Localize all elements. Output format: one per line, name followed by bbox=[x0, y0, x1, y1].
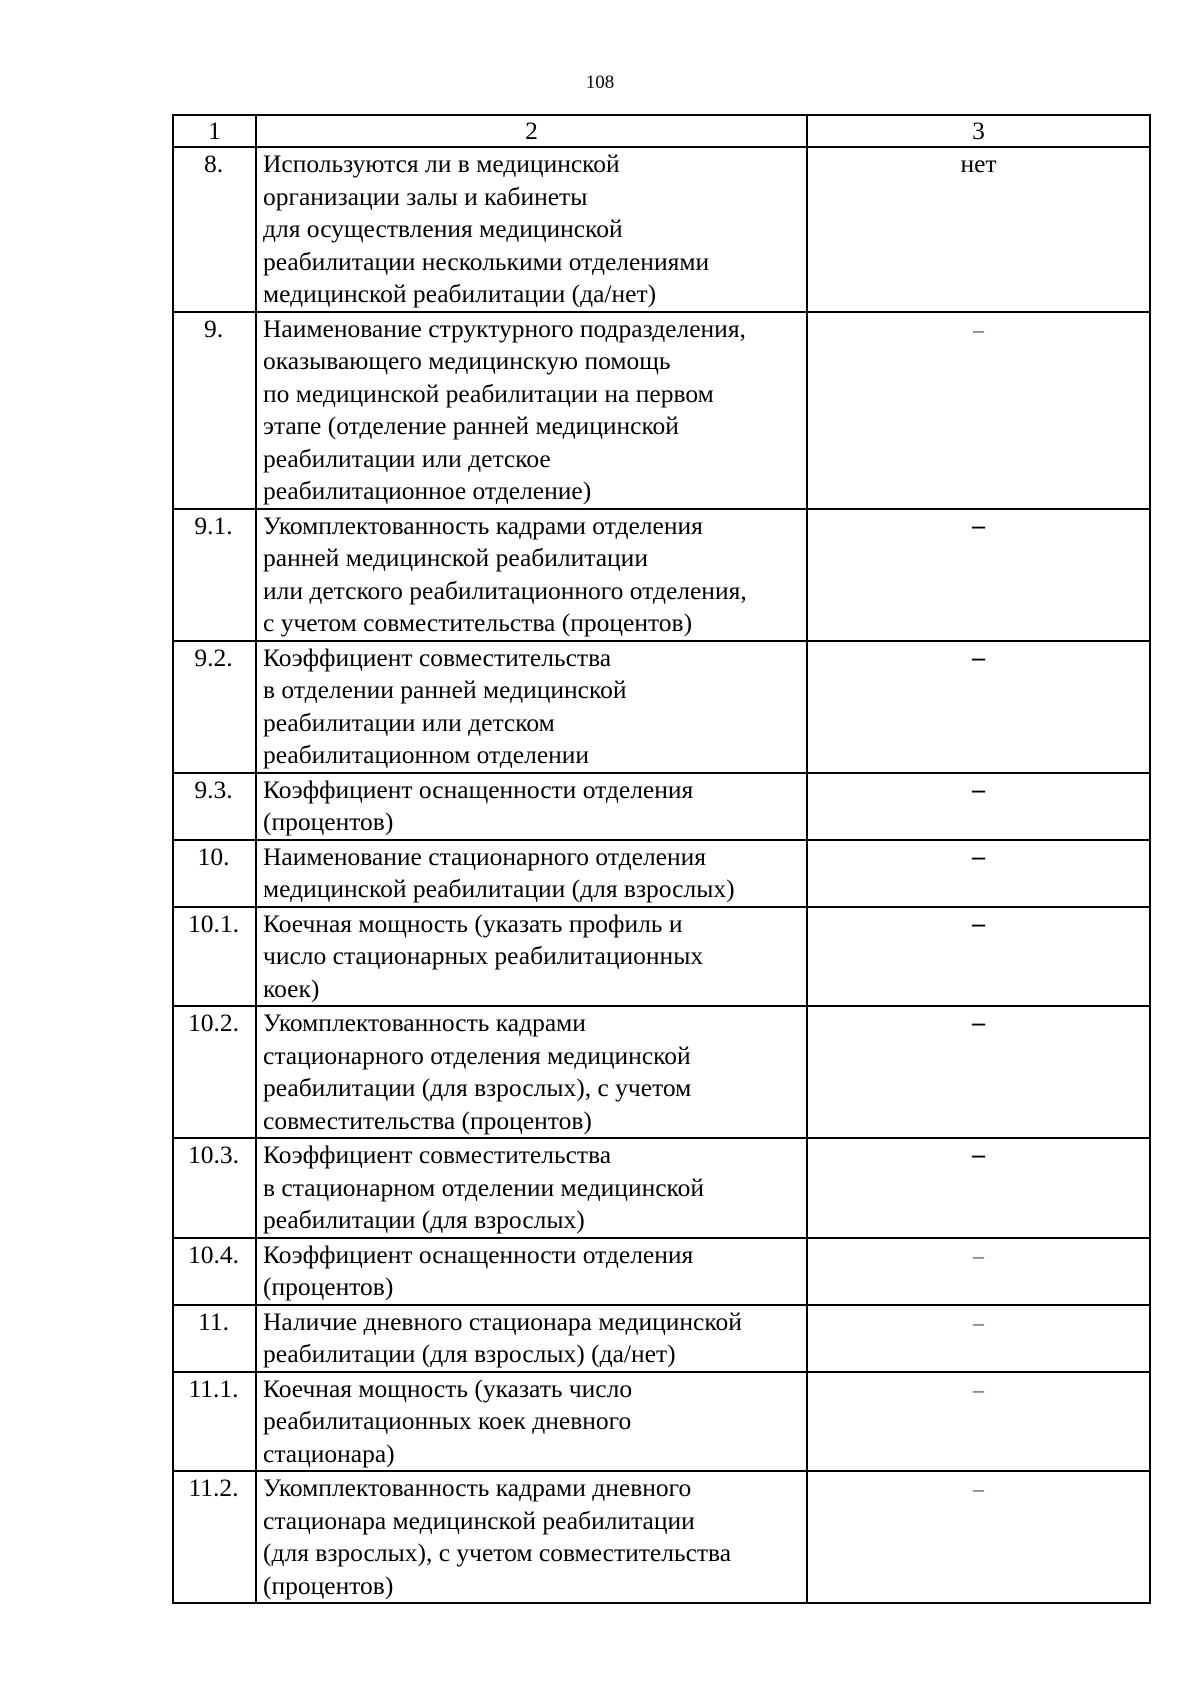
dash-mark: – bbox=[973, 1476, 984, 1501]
row-value bbox=[807, 641, 1150, 773]
row-value bbox=[807, 1471, 1150, 1603]
row-value bbox=[807, 1138, 1150, 1238]
row-value bbox=[807, 1305, 1150, 1372]
row-text: Укомплектованность кадрами отделения ранней медицинской реабилитации или детского реабилитационного отделения, с учетом совместительства (процентов) bbox=[256, 509, 807, 641]
table-row bbox=[173, 907, 1150, 1007]
row-text: Укомплектованность кадрами стационарного отделения медицинской реабилитации (для взрослых), с учетом совместительства (процентов) bbox=[256, 1006, 807, 1138]
table-row bbox=[173, 1006, 1150, 1138]
table-row bbox=[173, 312, 1150, 509]
row-number: 10.1. bbox=[173, 907, 256, 1007]
row-text: Коэффициент совместительства в отделении ранней медицинской реабилитации или детском реабилитационном отделении bbox=[256, 641, 807, 773]
row-text: Укомплектованность кадрами дневного стационара медицинской реабилитации (для взрослых), с учетом совместительства (процентов) bbox=[256, 1471, 807, 1603]
dash-mark: – bbox=[972, 510, 985, 540]
row-number: 11. bbox=[173, 1305, 256, 1372]
table-row bbox=[173, 1471, 1150, 1603]
table-row bbox=[173, 840, 1150, 907]
dash-mark: – bbox=[972, 1140, 985, 1169]
row-value bbox=[807, 1238, 1150, 1305]
row-number: 10.4. bbox=[173, 1238, 256, 1305]
row-number: 9. bbox=[173, 312, 256, 509]
dash-mark: – bbox=[973, 316, 984, 342]
table-row bbox=[173, 1238, 1150, 1305]
row-text: Наличие дневного стационара медицинской реабилитации (для взрослых) (да/нет) bbox=[256, 1305, 807, 1372]
table-row bbox=[173, 773, 1150, 840]
table-row bbox=[173, 509, 1150, 641]
report-table bbox=[172, 114, 1151, 1604]
row-text: Коечная мощность (указать число реабилитационных коек дневного стационара) bbox=[256, 1372, 807, 1472]
row-text: Используются ли в медицинской организации залы и кабинеты для осуществления медицинской реабилитации несколькими отделениями медицинской реабилитации (да/нет) bbox=[256, 147, 807, 312]
dash-mark: – bbox=[972, 841, 985, 871]
table-row bbox=[173, 641, 1150, 773]
row-number: 10. bbox=[173, 840, 256, 907]
row-number: 11.1. bbox=[173, 1372, 256, 1472]
row-text: Наименование стационарного отделения медицинской реабилитации (для взрослых) bbox=[256, 840, 807, 907]
row-number: 10.2. bbox=[173, 1006, 256, 1138]
column-header-3: 3 bbox=[807, 115, 1150, 147]
row-value bbox=[807, 1006, 1150, 1138]
page-number: 108 bbox=[585, 72, 615, 93]
row-text: Коечная мощность (указать профиль и число стационарных реабилитационных коек) bbox=[256, 907, 807, 1007]
dash-mark: – bbox=[973, 1242, 984, 1268]
dash-mark: – bbox=[972, 774, 985, 804]
row-text: Коэффициент оснащенности отделения (процентов) bbox=[256, 1238, 807, 1305]
dash-mark: – bbox=[973, 1309, 984, 1335]
dash-mark: – bbox=[972, 642, 985, 672]
row-value bbox=[807, 907, 1150, 1007]
dash-mark: – bbox=[973, 1376, 984, 1402]
table-row bbox=[173, 147, 1150, 312]
column-header-2: 2 bbox=[256, 115, 807, 147]
dash-mark: – bbox=[972, 908, 985, 938]
row-value: нет bbox=[807, 147, 1150, 312]
table-header-row bbox=[173, 115, 1150, 147]
row-value bbox=[807, 509, 1150, 641]
row-number: 10.3. bbox=[173, 1138, 256, 1238]
table-row bbox=[173, 1138, 1150, 1238]
row-text: Наименование структурного подразделения, оказывающего медицинскую помощь по медицинской реабилитации на первом этапе (отделение ранней медицинской реабилитации или детское реабилитационное отделение) bbox=[256, 312, 807, 509]
row-number: 9.3. bbox=[173, 773, 256, 840]
column-header-1: 1 bbox=[173, 115, 256, 147]
dash-mark: – bbox=[972, 1008, 985, 1037]
row-value bbox=[807, 312, 1150, 509]
row-number: 9.1. bbox=[173, 509, 256, 641]
table-row bbox=[173, 1372, 1150, 1472]
table-row bbox=[173, 1305, 1150, 1372]
row-value bbox=[807, 773, 1150, 840]
row-number: 9.2. bbox=[173, 641, 256, 773]
row-number: 8. bbox=[173, 147, 256, 312]
row-text: Коэффициент совместительства в стационарном отделении медицинской реабилитации (для взрослых) bbox=[256, 1138, 807, 1238]
row-text: Коэффициент оснащенности отделения (процентов) bbox=[256, 773, 807, 840]
row-value bbox=[807, 840, 1150, 907]
row-value bbox=[807, 1372, 1150, 1472]
row-number: 11.2. bbox=[173, 1471, 256, 1603]
